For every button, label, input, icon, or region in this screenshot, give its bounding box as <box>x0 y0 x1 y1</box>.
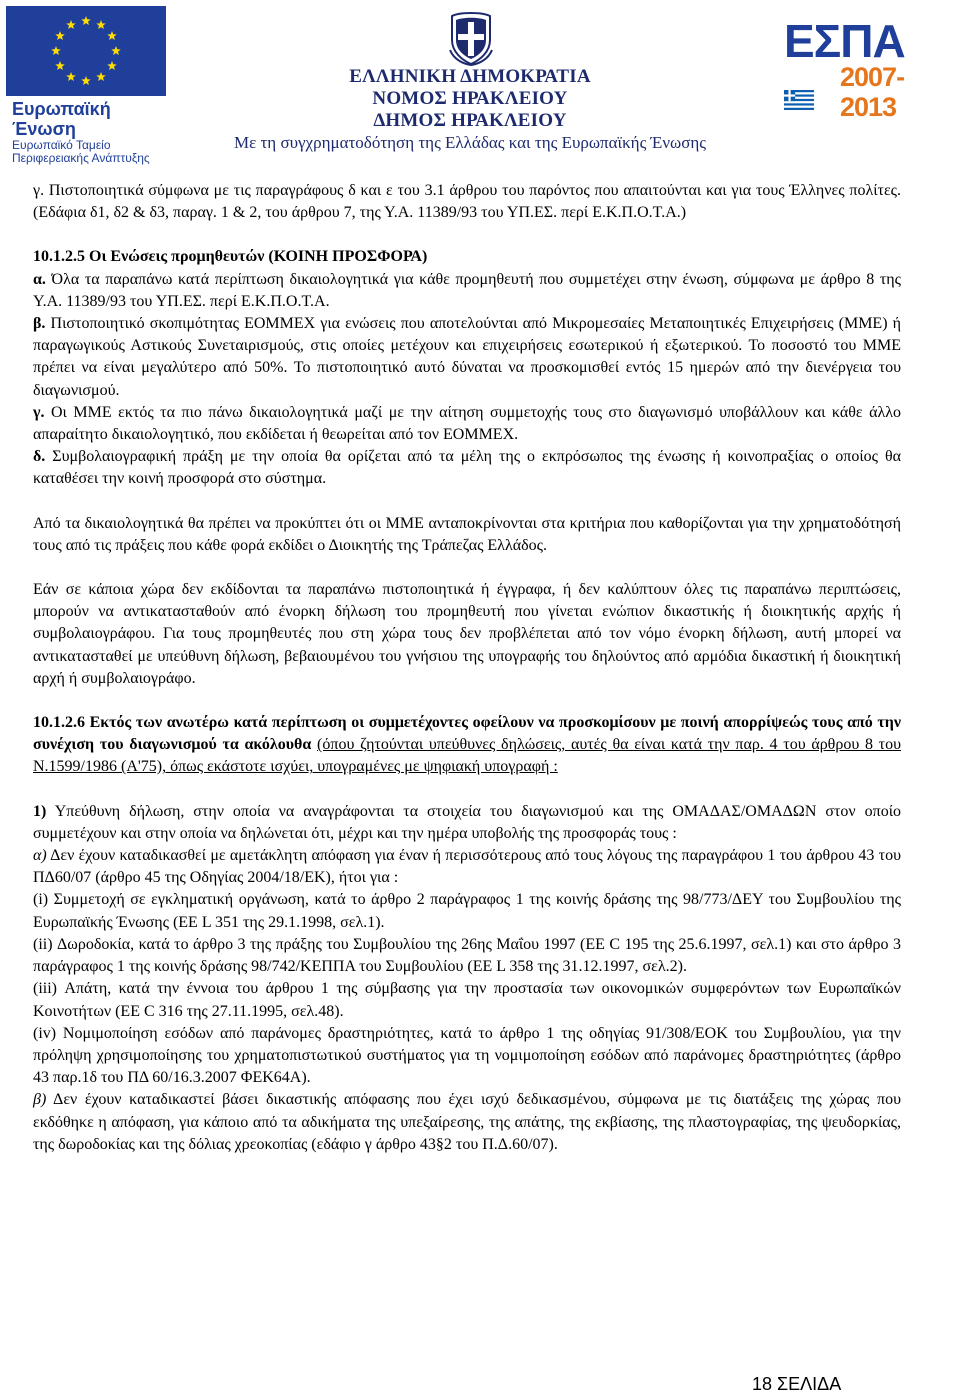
sub-item-iv: (iv) Νομιμοποίηση εσόδων από παράνομες δραστηριότητες, κατά το άρθρο 1 της οδηγίας 91/308/ΕΟΚ του Συμβουλίου, για την πρόληψη χρησιμοποίησης του χρηματοπιστωτικού συστήματος για τη νομιμοποίηση εσόδων από παράνομες δραστηριότητες (άρθρο 43 παρ.1δ του ΠΔ 60/16.3.2007 ΦΕΚ64Α). <box>33 1024 901 1087</box>
item-text: Υπεύθυνη δήλωση, στην οποία να αναγράφονται τα στοιχεία του διαγωνισμού και της ΟΜΑΔΑΣ/ΟΜΑΔΩΝ στον οποίο συμμετέχουν και στην οποία να δηλώνεται ότι, μέχρι και την ημέρα υποβολής της προσφοράς τους : <box>33 802 901 842</box>
list-item-alpha <box>33 845 901 889</box>
sub-item-iii: (iii) Απάτη, κατά την έννοια του άρθρου 1 της σύμβασης για την προστασία των οικονομικών συμφερόντων των Ευρωπαϊκών Κοινοτήτων (ΕΕ C 316 της 27.11.1995, σελ.48). <box>33 980 901 1020</box>
item-text: Δεν έχουν καταδικασθεί με αμετάκλητη απόφαση για έναν ή περισσότερους από τους λόγους της παραγράφου 1 του άρθρου 43 του ΠΔ60/07 (άρθρο 45 της Οδηγίας 2004/18/ΕΚ), ήτοι για : <box>33 847 901 887</box>
paragraph-sworn-statement: Εάν σε κάποια χώρα δεν εκδίδονται τα παραπάνω πιστοποιητικά ή έγγραφα, ή δεν καλύπτουν όλες τις παραπάνω περιπτώσεις, μπορούν να αντικατασταθούν από ένορκη δήλωση του προμηθευτή που γίνεται ενώπιον δικαστικής ή διοικητικής αρχής ή συμβολαιογράφου. Για τους προμηθευτές που στη χώρα τους δεν προβλέπεται από τον νόμο ένορκη δήλωση, αυτή μπορεί να αντικατασταθεί με υπεύθυνη δήλωση, βεβαιουμένου του γνήσιου της υπογραφής του δηλούντος από αρμόδια δικαστική ή διοικητική αρχή ή συμβολαιογράφο. <box>33 581 901 687</box>
gov-line-3: ΔΗΜΟΣ ΗΡΑΚΛΕΙΟΥ <box>373 110 567 131</box>
item-label: α) <box>33 847 47 865</box>
list-item-d <box>33 446 901 490</box>
gov-line-2: ΝΟΜΟΣ ΗΡΑΚΛΕΙΟΥ <box>372 88 568 109</box>
item-label: δ. <box>33 448 46 466</box>
list-item-b <box>33 313 901 402</box>
item-text: Πιστοποιητικό σκοπιμότητας ΕΟΜΜΕΧ για ενώσεις που αποτελούνται από Μικρομεσαίες Μεταποιητικές Επιχειρήσεις (ΜΜΕ) ή παραγωγικούς Αστικούς Συνεταιρισμούς, στις οποίες μετέχουν και επιχειρήσεις εσωτερικού ή εξωτερικού. Το ποσοστό του ΜΜΕ πρέπει να είναι μεγαλύτερο από 50%. Το πιστοποιητικό αυτό δύναται να προσκομισθεί εντός 15 ημερών από την διενέργεια του διαγωνισμού. <box>33 315 901 399</box>
section-heading-bold: 10.1.2.6 Εκτός των ανωτέρω κατά περίπτωση οι συμμετέχοντες οφείλουν να προσκομίσουν με ποινή απορρίψεώς τους από την συνέχιση του διαγωνισμού τα ακόλουθα <box>33 714 901 754</box>
section-heading-underlined: (όπου ζητούνται υπεύθυνες δηλώσεις, αυτές θα είναι κατά την παρ. 4 του άρθρου 8 του Ν.1599/1986 (Α'75), όπως εκάστοτε ισχύει, υπογραμένες με ψηφιακή υπογραφή : <box>33 736 902 776</box>
item-label: 1) <box>33 802 47 820</box>
eu-logo-subtitle-1: Ευρωπαϊκό Ταμείο <box>12 138 111 152</box>
list-item-a <box>33 269 901 313</box>
espa-logo-word: ΕΣΠΑ <box>784 15 905 67</box>
item-label: β) <box>33 1091 47 1109</box>
eu-flag-icon <box>6 6 166 96</box>
government-block <box>200 66 740 154</box>
espa-logo <box>784 15 954 130</box>
paragraph-certificates: γ. Πιστοποιητικά σύμφωνα με τις παραγράφους δ και ε του 3.1 άρθρου του παρόντος που απαιτούνται και για τους Έλληνες πολίτες. (Εδάφια δ1, δ2 & δ3, παραγ. 1 & 2, του άρθρου 7, της Υ.Α. 11389/93 του ΥΠ.ΕΣ. περί Ε.Κ.Π.Ο.Τ.Α.) <box>33 182 901 222</box>
gov-line-1: ΕΛΛΗΝΙΚΗ ΔΗΜΟΚΡΑΤΙΑ <box>349 66 591 87</box>
greek-flag-icon <box>784 90 814 110</box>
item-text: Οι ΜΜΕ εκτός τα πιο πάνω δικαιολογητικά μαζί με την αίτηση συμμετοχής τους στο διαγωνισμό υποβάλλουν και κάθε άλλο απαραίτητο δικαιολογητικό, που εκδίδεται ή θεωρείται από τον ΕΟΜΜΕΧ. <box>33 403 901 444</box>
item-label: γ. <box>33 403 45 421</box>
section-heading-10-1-2-5 <box>33 246 901 268</box>
page-number: 18 ΣΕΛΙΔΑ <box>752 1374 842 1394</box>
gov-cofunding-line: Με τη συγχρηματοδότηση της Ελλάδας και της Ευρωπαϊκής Ένωσης <box>233 133 707 152</box>
list-item-1 <box>33 801 901 845</box>
item-label: β. <box>33 315 46 333</box>
greek-crest-icon <box>446 10 496 66</box>
eu-logo <box>6 6 166 165</box>
list-item-c <box>33 402 901 446</box>
item-text: Όλα τα παραπάνω κατά περίπτωση δικαιολογητικά για κάθε προμηθευτή που συμμετέχει στην ένωση, σύμφωνα με άρθρο 8 της Υ.Α. 11389/93 του ΥΠ.ΕΣ. περί Ε.Κ.Π.Ο.Τ.Α. <box>33 270 901 310</box>
list-item-beta <box>33 1089 901 1156</box>
document-header <box>0 0 960 165</box>
espa-logo-years: 2007-2013 <box>840 62 905 122</box>
eu-logo-text <box>12 99 172 165</box>
item-label: α. <box>33 270 46 288</box>
item-text: Συμβολαιογραφική πράξη με την οποία θα ορίζεται από τα μέλη της ο εκπρόσωπος της ένωσης ή κοινοπραξίας ο οποίος θα καταθέσει την κοινή προσφορά στο σύστημα. <box>33 448 901 488</box>
section-heading-10-1-2-6 <box>33 712 901 779</box>
section-title: Οι Ενώσεις προμηθευτών (ΚΟΙΝΗ ΠΡΟΣΦΟΡΑ) <box>85 248 428 266</box>
item-text: Δεν έχουν καταδικαστεί βάσει δικαστικής απόφασης που έχει ισχύ δεδικασμένου, σύμφωνα με τις διατάξεις της χώρας που εκδόθηκε η απόφαση, για κάποιο από τα αδικήματα της υπεξαίρεσης, της απάτης, της εκβίασης, της πλαστογραφίας, της ψευδορκίας, της δωροδοκίας και της δόλιας χρεοκοπίας (εδάφιο γ άρθρο 43§2 του Π.Δ.60/07). <box>33 1091 901 1153</box>
paragraph-sme-criteria: Από τα δικαιολογητικά θα πρέπει να προκύπτει ότι οι ΜΜΕ ανταποκρίνονται στα κριτήρια που καθορίζονται για την χρηματοδότησή τους από τις πράξεις που κάθε φορά εκδίδει ο Διοικητής της Τράπεζας Ελλάδος. <box>33 514 901 554</box>
sub-item-ii: (ii) Δωροδοκία, κατά το άρθρο 3 της πράξης του Συμβουλίου της 26ης Μαΐου 1997 (ΕΕ C 195 της 25.6.1997, σελ.1) και στο άρθρο 3 παράγραφος 1 της κοινής δράσης 98/742/ΚΕΠΠΑ του Συμβουλίου (ΕΕ L 358 της 31.12.1997, σελ.2). <box>33 935 901 976</box>
section-number: 10.1.2.5 <box>33 248 85 266</box>
eu-logo-subtitle-2: Περιφερειακής Ανάπτυξης <box>12 151 150 165</box>
eu-logo-title: Ευρωπαϊκή Ένωση <box>12 99 111 139</box>
document-body <box>33 180 901 1156</box>
sub-item-i: (i) Συμμετοχή σε εγκληματική οργάνωση, κατά το άρθρο 2 παράγραφος 1 της κοινής δράσης της 98/773/ΔΕΥ του Συμβουλίου της Ευρωπαϊκής Ένωσης (ΕΕ L 351 της 29.1.1998, σελ.1). <box>33 891 901 931</box>
